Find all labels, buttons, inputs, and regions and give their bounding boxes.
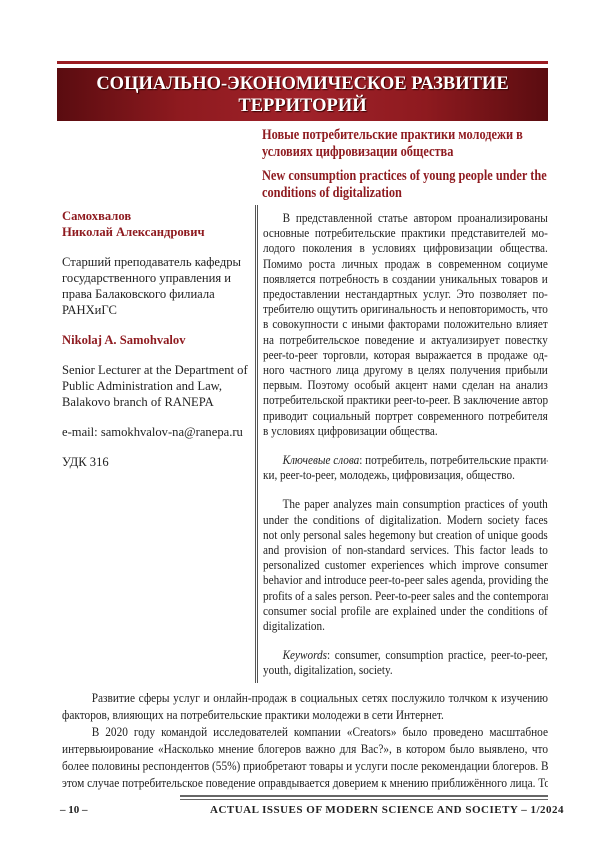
keywords-en-line1: : consumer, consumption practice, peer-to-peer,	[327, 648, 548, 662]
journal-name: ACTUAL ISSUES OF MODERN SCIENCE AND SOCIETY – 1/2024	[210, 804, 548, 817]
text-line: Помимо роста личных продаж в современном социуме	[263, 257, 548, 272]
text-line: факторов, влияющих на потребительские практики молодежи в сети Интернет.	[62, 707, 548, 724]
section-banner	[57, 68, 548, 121]
keywords-ru-line2: ки, peer-to-peer, молодежь, цифровизация, общество.	[263, 468, 548, 483]
text-line: более половины респондентов (55%) приобретают товары и услуги после рекомендации блогеров. В	[62, 758, 548, 775]
text-line: появляется потребность в создании уникальных товаров и	[263, 272, 548, 287]
author-info	[62, 208, 254, 484]
text-line: в совокупности с иными факторами положительно влияет	[263, 317, 548, 332]
text-line: в условиях цифровизации общества.	[263, 424, 548, 439]
abstract-ru	[263, 211, 548, 439]
article-body	[62, 690, 548, 792]
section-title-line1: СОЦИАЛЬНО-ЭКОНОМИЧЕСКОЕ РАЗВИТИЕ	[57, 73, 548, 95]
article-titles	[262, 127, 549, 209]
text-line: В 2020 году командой исследователей компании «Creators» было проведено масштабное	[62, 724, 548, 741]
text-line: Развитие сферы услуг и онлайн-продаж в социальных сетях послужило толчком к изучению	[62, 690, 548, 707]
author-email[interactable]: e-mail: samokhvalov-na@ranepa.ru	[62, 424, 254, 440]
keywords-ru-label: Ключевые слова	[283, 453, 360, 467]
author-name-ru: Николай Александрович	[62, 225, 205, 239]
text-line: not only personal sales hegemony but creation of unique goods	[263, 528, 548, 543]
author-position-ru: Старший преподаватель кафедры государственного управления и права Балаковского филиала РАНХиГС	[62, 254, 254, 318]
keywords-ru	[263, 453, 548, 483]
author-position-en: Senior Lecturer at the Department of Public Administration and Law, Balakovo branch of RANEPA	[62, 362, 254, 410]
text-line: В представленной статье автором проанализированы	[263, 211, 548, 226]
article-title-ru: Новые потребительские практики молодежи в условиях цифровизации общества	[262, 127, 549, 161]
text-line: digitalization.	[263, 619, 548, 634]
text-line: предоставлении нестандартных услуг. Это позволяет по-	[263, 287, 548, 302]
text-line: and provision of non-standard services. This factor leads to	[263, 543, 548, 558]
text-line: profits of a sales person. Peer-to-peer sales and the contemporary	[263, 589, 548, 604]
text-line: приводит социальный портрет современного потребителя	[263, 409, 548, 424]
udc-code: УДК 316	[62, 454, 254, 470]
abstract-en	[263, 497, 548, 634]
keywords-en	[263, 648, 548, 678]
column-divider	[255, 205, 258, 683]
abstract-column	[263, 211, 548, 679]
text-line: under the conditions of digitalization. Modern society faces	[263, 513, 548, 528]
text-line: требителю ощутить оригинальность и неповторимость, что	[263, 302, 548, 317]
text-line: peer-to-peer торговли, которая выражается в продаже од-	[263, 348, 548, 363]
text-line: потребительской практики peer-to-peer. В заключение автор	[263, 393, 548, 408]
author-surname-ru: Самохвалов	[62, 209, 131, 223]
text-line: personalized customer experiences which improve consumer	[263, 558, 548, 573]
page-number: – 10 –	[60, 804, 88, 817]
keywords-ru-line1: : потребитель, потребительские практи-	[359, 453, 548, 467]
text-line: consumer social profile are explained under the conditions of	[263, 604, 548, 619]
text-line: The paper analyzes main consumption practices of youth	[263, 497, 548, 512]
article-title-en: New consumption practices of young people under the conditions of digitalization	[262, 168, 549, 202]
text-line: лодого поколения в условиях цифровизации общества.	[263, 241, 548, 256]
header-rule	[57, 61, 548, 64]
text-line: этом случае потребительское поведение оправдывается доверием к мнению приближённого лица. То	[62, 775, 548, 792]
keywords-en-label: Keywords	[283, 648, 327, 662]
keywords-en-line2: youth, digitalization, society.	[263, 663, 548, 678]
author-name-en: Nikolaj A. Samohvalov	[62, 332, 254, 348]
section-title-line2: ТЕРРИТОРИЙ	[57, 95, 548, 117]
text-line: основные потребительские практики представителей мо-	[263, 226, 548, 241]
text-line: ного частного лица другому в целях получения прибыли	[263, 363, 548, 378]
text-line: на потребительское поведение и актуализирует повестку	[263, 333, 548, 348]
text-line: behavior and introduce peer-to-peer sales agenda, providing the	[263, 573, 548, 588]
footer-rule	[180, 795, 548, 800]
text-line: первым. Поэтому особый акцент нами сделан на анализ	[263, 378, 548, 393]
text-line: интервьюирование «Насколько мнение блогеров важно для Вас?», в котором было выявлено, что	[62, 741, 548, 758]
